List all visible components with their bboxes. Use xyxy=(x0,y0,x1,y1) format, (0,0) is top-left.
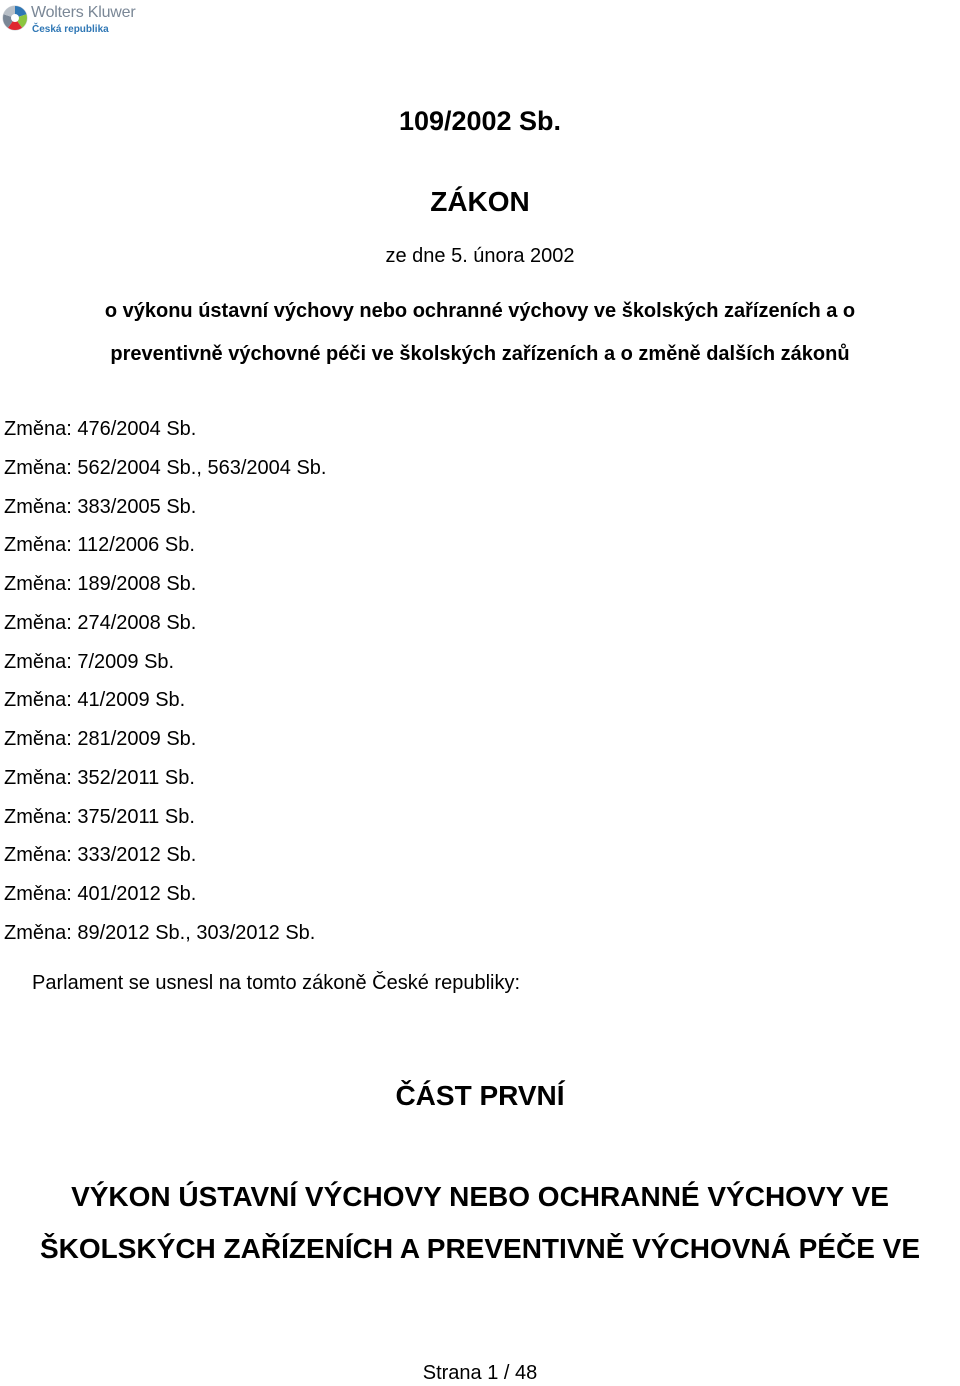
document-type: ZÁKON xyxy=(430,186,530,217)
document-subject xyxy=(0,290,960,376)
amendment-item: Změna: 401/2012 Sb. xyxy=(4,883,197,905)
document-date: ze dne 5. února 2002 xyxy=(385,245,575,267)
amendment-item: Změna: 274/2008 Sb. xyxy=(4,611,197,634)
page-number: Strana 1 / 48 xyxy=(422,1362,538,1384)
preamble: Parlament se usnesl na tomto zákoně České republiky: xyxy=(32,972,521,994)
part-title: ČÁST PRVNÍ xyxy=(395,1080,565,1111)
chapter-title-line: ŠKOLSKÝCH ZAŘÍZENÍCH A PREVENTIVNĚ VÝCHOVNÁ PÉČE VE xyxy=(39,1233,921,1264)
chapter-title xyxy=(0,1171,960,1275)
amendment-item: Změna: 333/2012 Sb. xyxy=(4,844,197,867)
amendment-item: Změna: 476/2004 Sb. xyxy=(4,418,197,440)
logo-subtitle: Česká republika xyxy=(32,24,109,35)
amendment-item: Změna: 7/2009 Sb. xyxy=(4,650,175,673)
amendment-item: Změna: 41/2009 Sb. xyxy=(4,689,186,712)
wolters-kluwer-mark-icon xyxy=(2,5,28,31)
amendment-item: Změna: 562/2004 Sb., 563/2004 Sb. xyxy=(4,456,327,479)
logo-name: Wolters Kluwer xyxy=(31,4,136,21)
law-number: 109/2002 Sb. xyxy=(398,106,562,136)
amendment-item: Změna: 112/2006 Sb. xyxy=(4,534,195,557)
subject-line: preventivně výchovné péči ve školských zařízeních a o změně dalších zákonů xyxy=(110,343,850,365)
amendment-item: Změna: 89/2012 Sb., 303/2012 Sb. xyxy=(4,921,316,944)
amendments-list xyxy=(4,410,326,953)
amendment-item: Změna: 352/2011 Sb. xyxy=(4,766,195,789)
amendment-item: Změna: 383/2005 Sb. xyxy=(4,495,197,518)
amendment-item: Změna: 281/2009 Sb. xyxy=(4,728,197,750)
subject-line: o výkonu ústavní výchovy nebo ochranné výchovy ve školských zařízeních a o xyxy=(104,300,856,322)
chapter-title-line: VÝKON ÚSTAVNÍ VÝCHOVY NEBO OCHRANNÉ VÝCHOVY VE xyxy=(71,1181,889,1212)
amendment-item: Změna: 189/2008 Sb. xyxy=(4,573,197,595)
publisher-logo xyxy=(2,3,152,37)
amendment-item: Změna: 375/2011 Sb. xyxy=(4,805,195,828)
